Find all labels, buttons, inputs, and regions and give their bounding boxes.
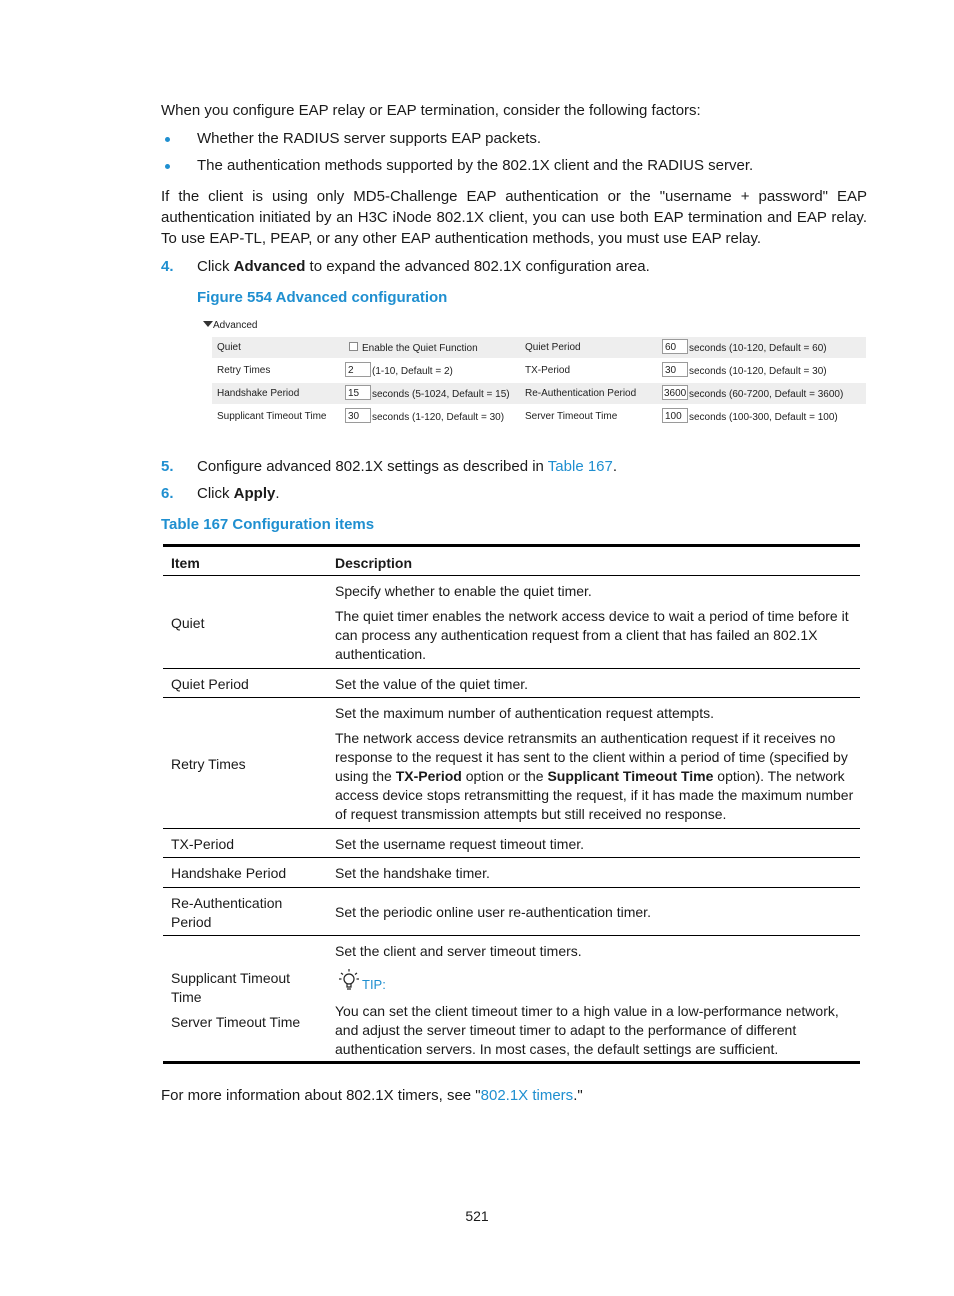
table-row-item: TX-Period xyxy=(171,836,235,852)
footer-text: ." xyxy=(573,1087,583,1104)
step-bold-term: Advanced xyxy=(233,258,306,275)
table-row-desc: The quiet timer enables the network access device to wait a period of time before it can process any authentication request from a client that has failed an 802.1X authentication. xyxy=(335,608,849,662)
timers-link[interactable]: 802.1X timers xyxy=(480,1087,574,1104)
table-row-item: Supplicant Timeout Time xyxy=(171,970,291,1005)
footer-paragraph xyxy=(161,1085,861,1106)
table-row-desc: Set the handshake timer. xyxy=(335,865,490,881)
table-top-rule xyxy=(163,544,860,547)
table-rule xyxy=(163,857,860,858)
quiet-checkbox-label: Enable the Quiet Function xyxy=(362,343,478,354)
step-text: Click xyxy=(197,485,234,502)
supplicant-timeout-label: Supplicant Timeout Time xyxy=(217,411,327,422)
table-rule xyxy=(163,935,860,936)
quiet-period-label: Quiet Period xyxy=(525,342,581,353)
server-timeout-hint: seconds (100-300, Default = 100) xyxy=(689,412,838,423)
panel-row-handshake xyxy=(212,383,866,404)
bullet-item: Whether the RADIUS server supports EAP packets. xyxy=(197,130,542,147)
step-text: . xyxy=(275,485,280,502)
table-row-item: Server Timeout Time xyxy=(171,1014,301,1030)
retry-times-hint: (1-10, Default = 2) xyxy=(372,366,453,377)
body-paragraph: If the client is using only MD5-Challenge EAP authentication or the "username + password" EAP authentication initiated by an H3C iNode 802.1X client, you can use both EAP termination and EAP relay. To use EAP-TL, PEAP, or any other EAP authentication methods, you must use EAP relay. xyxy=(161,188,867,247)
header-description: Description xyxy=(335,555,413,571)
supplicant-timeout-input[interactable]: 30 xyxy=(345,408,371,423)
desc-text: option). The network access device stops retransmitting the request, if it has made the maximum number of request transmission attempts but still received no response. xyxy=(335,768,854,822)
step-bold-term: Apply xyxy=(233,485,276,502)
table-rule xyxy=(163,668,860,669)
reauth-period-hint: seconds (60-7200, Default = 3600) xyxy=(689,389,844,400)
server-timeout-input[interactable]: 100 xyxy=(662,408,688,423)
handshake-period-hint: seconds (5-1024, Default = 15) xyxy=(372,389,510,400)
step-number: 6. xyxy=(161,485,174,502)
bullet-item: The authentication methods supported by the 802.1X client and the RADIUS server. xyxy=(197,157,754,174)
page-number: 521 xyxy=(465,1208,489,1224)
panel-row-timeout xyxy=(212,406,866,427)
reauth-period-input[interactable]: 3600 xyxy=(662,385,688,400)
table-caption: Table 167 Configuration items xyxy=(161,516,375,533)
desc-text: The network access device retransmits an authentication request if it receives no response to the request it has sent to the client within a period of time (specified by using the xyxy=(335,730,848,784)
retry-times-input[interactable]: 2 xyxy=(345,362,371,377)
step-text: to expand the advanced 802.1X configuration area. xyxy=(305,258,650,275)
quiet-label: Quiet xyxy=(217,342,241,353)
footer-text: For more information about 802.1X timers, see " xyxy=(161,1087,481,1104)
table-row-item: Quiet xyxy=(171,615,205,631)
step-text: Configure advanced 802.1X settings as described in xyxy=(197,458,548,475)
handshake-period-label: Handshake Period xyxy=(217,388,300,399)
handshake-period-input[interactable]: 15 xyxy=(345,385,371,400)
table-rule xyxy=(163,697,860,698)
table-row-desc: Set the client and server timeout timers. xyxy=(335,943,582,959)
tx-period-hint: seconds (10-120, Default = 30) xyxy=(689,366,827,377)
reauth-period-label: Re-Authentication Period xyxy=(525,388,637,399)
table-row-item: Quiet Period xyxy=(171,676,249,692)
step-number: 4. xyxy=(161,258,174,275)
table-row-desc: Set the maximum number of authentication request attempts. xyxy=(335,705,714,721)
step-4 xyxy=(197,256,857,277)
table-bottom-rule xyxy=(163,1061,860,1064)
table-row-desc: You can set the client timeout timer to a high value in a low-performance network, and adjust the server timeout timer to adapt to the performance of different authentication servers. In most cases, the default settings are sufficient. xyxy=(335,1003,839,1057)
tip-label: TIP: xyxy=(362,977,386,992)
table-row-item: Handshake Period xyxy=(171,865,287,881)
quiet-checkbox[interactable] xyxy=(349,342,358,351)
tip-lightbulb-icon xyxy=(338,967,360,998)
table-row-desc: Set the periodic online user re-authentication timer. xyxy=(335,904,651,920)
table-row-desc: Set the value of the quiet timer. xyxy=(335,676,529,692)
quiet-period-hint: seconds (10-120, Default = 60) xyxy=(689,343,827,354)
triangle-down-icon xyxy=(203,321,213,327)
retry-times-label: Retry Times xyxy=(217,365,271,376)
table-row-desc xyxy=(335,729,855,824)
table-row-item: Re-Authentication Period xyxy=(171,895,283,930)
figure-caption: Figure 554 Advanced configuration xyxy=(197,289,448,306)
bullet-dot xyxy=(165,137,170,142)
desc-bold-term: TX-Period xyxy=(395,768,462,784)
quiet-period-input[interactable]: 60 xyxy=(662,339,688,354)
table-row-desc: Specify whether to enable the quiet timer. xyxy=(335,583,592,599)
desc-text: option or the xyxy=(461,768,548,784)
server-timeout-label: Server Timeout Time xyxy=(525,411,618,422)
step-text: Click xyxy=(197,258,234,275)
table-rule xyxy=(163,887,860,888)
table-row-item: Retry Times xyxy=(171,756,246,772)
panel-row-quiet xyxy=(212,337,866,358)
tx-period-label: TX-Period xyxy=(525,365,571,376)
step-5 xyxy=(197,456,857,477)
table-rule xyxy=(163,575,860,576)
header-item: Item xyxy=(171,555,200,571)
step-6 xyxy=(197,483,857,504)
tx-period-input[interactable]: 30 xyxy=(662,362,688,377)
table-link[interactable]: Table 167 xyxy=(547,458,613,475)
panel-row-retry xyxy=(212,360,866,381)
intro-text: When you configure EAP relay or EAP termination, consider the following factors: xyxy=(161,102,701,119)
step-number: 5. xyxy=(161,458,174,475)
table-row-desc: Set the username request timeout timer. xyxy=(335,836,585,852)
desc-bold-term: Supplicant Timeout Time xyxy=(547,768,714,784)
step-text: . xyxy=(612,458,618,475)
table-rule xyxy=(163,828,860,829)
bullet-dot xyxy=(165,164,170,169)
advanced-toggle[interactable] xyxy=(203,320,257,331)
advanced-label: Advanced xyxy=(213,320,258,331)
supplicant-timeout-hint: seconds (1-120, Default = 30) xyxy=(372,412,505,423)
